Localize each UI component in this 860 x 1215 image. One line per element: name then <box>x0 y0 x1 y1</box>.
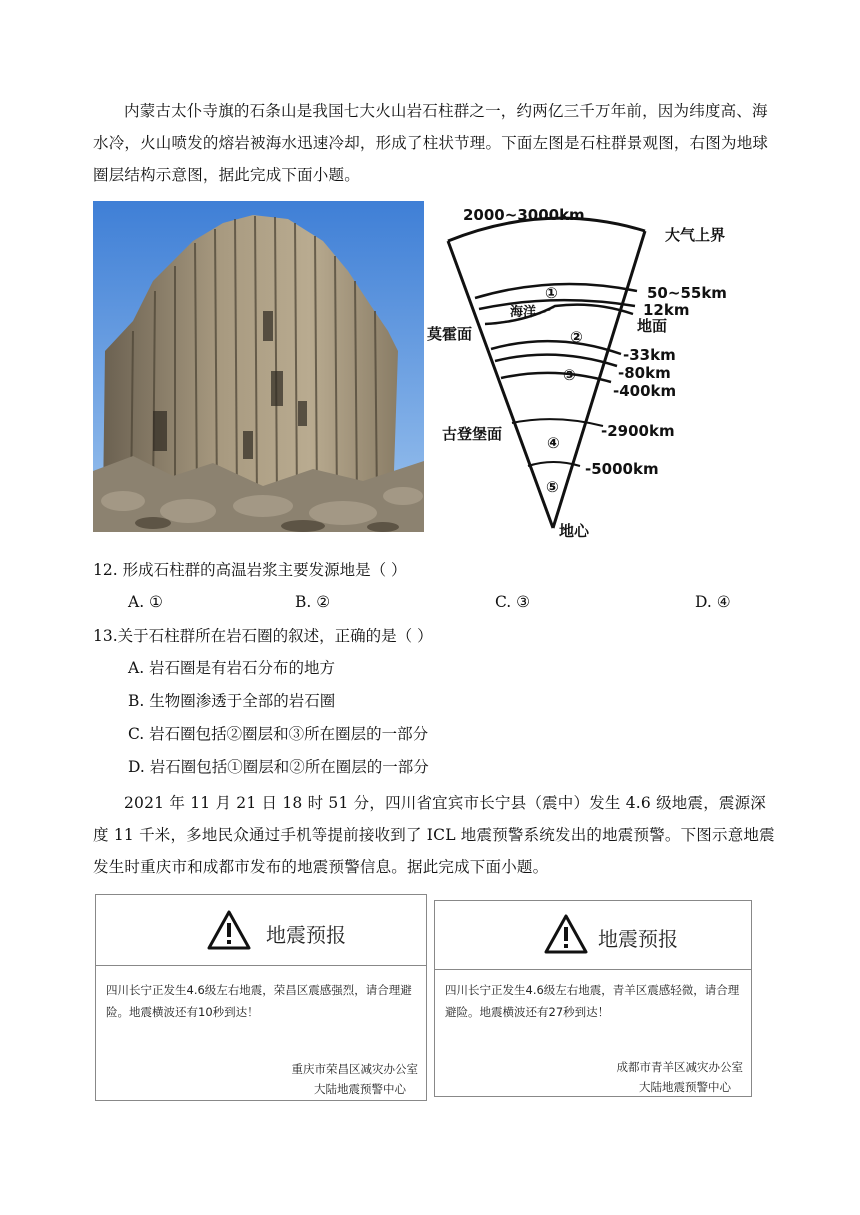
layer-4-label: ④ <box>547 434 560 452</box>
alert-card-title: 地震预报 <box>598 927 678 951</box>
question-13-stem: 13.关于石柱群所在岩石圈的叙述，正确的是（ ） <box>93 627 433 645</box>
depth-50-55km-label: 50~55km <box>647 284 727 302</box>
gutenberg-label: 古登堡面 <box>442 425 503 443</box>
basalt-columns-photo <box>93 201 424 532</box>
layer-2-label: ② <box>570 328 583 346</box>
alert-card-title: 地震预报 <box>266 923 346 947</box>
earthquake-alert-card-chengdu <box>434 900 752 1097</box>
depth-5000km-label: -5000km <box>585 460 659 478</box>
alert-card-center: 大陆地震预警中心 <box>314 1082 406 1096</box>
alert-card-header <box>435 901 751 970</box>
top-range-label: 2000~3000km <box>463 206 585 224</box>
q13-option-d[interactable]: D. 岩石圈包括①圈层和②所在圈层的一部分 <box>128 758 429 776</box>
depth-2900km-label: -2900km <box>601 422 675 440</box>
earth-center-label: 地心 <box>559 522 590 540</box>
boundary-400km <box>501 373 611 382</box>
boundary-2900km <box>512 419 603 426</box>
alert-card-issuer: 重庆市荣昌区减灾办公室 <box>291 1062 418 1076</box>
earthquake-alert-card-chongqing <box>95 894 427 1101</box>
warning-icon <box>206 909 252 951</box>
ocean-label: 海洋 <box>510 305 537 320</box>
q13-option-a[interactable]: A. 岩石圈是有岩石分布的地方 <box>128 659 336 677</box>
depth-12km-label: 12km <box>643 301 690 319</box>
q13-option-c[interactable]: C. 岩石圈包括②圈层和③所在圈层的一部分 <box>128 725 429 743</box>
atmosphere-top-label: 大气上界 <box>665 226 726 244</box>
layer-1-label: ① <box>545 284 558 302</box>
q12-option-d[interactable]: D. ④ <box>695 593 731 611</box>
boundary-80km <box>495 355 617 366</box>
ground-label: 地面 <box>637 317 668 335</box>
ground-surface <box>485 305 633 324</box>
intro-paragraph-1: 内蒙古太仆寺旗的石条山是我国七大火山岩石柱群之一，约两亿三千万年前，因为纬度高、海水冷，火山喷发的熔岩被海水迅速冷却，形成了柱状节理。下面左图是石柱群景观图，右图为地球圈层结构示意图，据此完成下面小题。 <box>93 102 769 184</box>
intro-paragraph-2: 2021 年 11 月 21 日 18 时 51 分，四川省宜宾市长宁县（震中）发生 4.6 级地震，震源深度 11 千米，多地民众通过手机等提前接收到了 ICL 地震预警系统发出的地震预警。下图示意地震发生时重庆市和成都市发布的地震预警信息。据此完成下面小题。 <box>93 794 775 876</box>
layer-5-label: ⑤ <box>546 478 559 496</box>
alert-card-message: 四川长宁正发生4.6级左右地震，荣昌区震感强烈，请合理避险。地震横波还有10秒到达！ <box>106 983 412 1019</box>
depth-80km-label: -80km <box>618 364 671 382</box>
alert-card-message: 四川长宁正发生4.6级左右地震，青羊区震感轻微，请合理避险。地震横波还有27秒到达！ <box>445 983 740 1019</box>
alert-card-center: 大陆地震预警中心 <box>639 1080 731 1094</box>
boundary-33km <box>491 341 621 354</box>
layer-3-label: ③ <box>563 366 576 384</box>
q12-option-a[interactable]: A. ① <box>128 593 163 611</box>
q12-option-c[interactable]: C. ③ <box>495 593 531 611</box>
q12-option-b[interactable]: B. ② <box>295 593 331 611</box>
q13-option-b[interactable]: B. 生物圈渗透于全部的岩石圈 <box>128 692 336 710</box>
earth-layers-diagram <box>425 196 785 546</box>
question-12-stem: 12. 形成石柱群的高温岩浆主要发源地是（ ） <box>93 561 407 579</box>
alert-card-issuer: 成都市青羊区减灾办公室 <box>616 1060 743 1074</box>
depth-400km-label: -400km <box>613 382 677 400</box>
alert-card-header <box>96 895 426 966</box>
cone-left-edge <box>448 241 553 528</box>
moho-label: 莫霍面 <box>427 325 473 343</box>
depth-33km-label: -33km <box>623 346 676 364</box>
warning-icon <box>543 913 589 955</box>
